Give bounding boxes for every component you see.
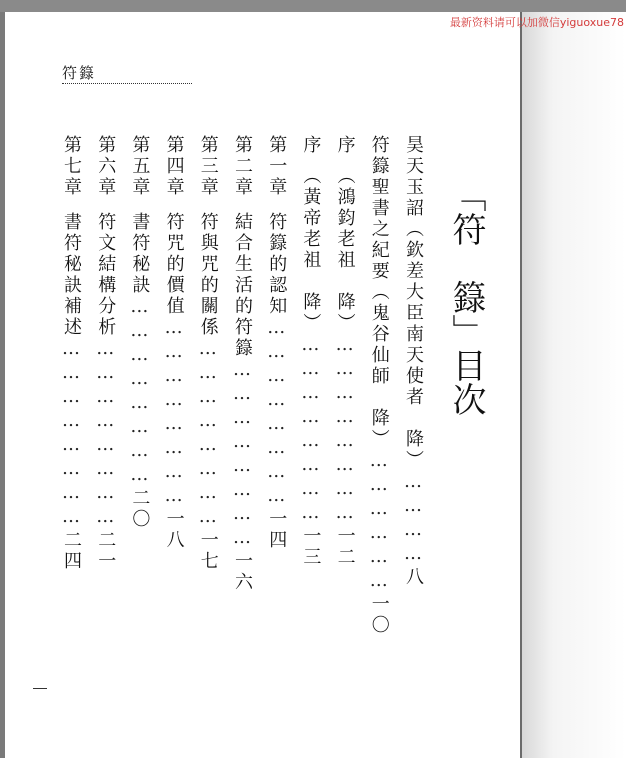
toc-leader-dots: …………………… [231,359,253,551]
toc-entry [370,135,392,683]
toc-entry-title: 書符秘訣補述 [61,212,82,338]
toc-entry [267,135,289,683]
toc-leader-dots: …………………… [334,334,356,526]
toc-leader-dots: ……………… [368,450,390,594]
toc-entry-title: 書符秘訣 [129,212,151,296]
toc-page-number: 一四 [266,509,288,551]
toc-leader-dots: …………………… [265,317,287,509]
toc-entry [404,135,426,683]
toc-chapter-number: 第一章 [266,135,288,198]
toc-chapter-number: 第六章 [95,135,117,198]
toc-entry-title: 符籙的認知 [266,212,288,317]
toc-entry [96,135,118,683]
toc-chapter-number: 第四章 [163,135,185,198]
toc-leader-dots: …………………… [94,338,116,530]
toc-page-number: 二一 [95,530,117,572]
toc-entry [301,135,323,683]
toc-page-number: 一〇 [368,594,390,636]
toc-entry-note: （欽差大臣南天使者 降） [403,219,424,471]
toc-entry [233,135,255,683]
toc-entry-note: （鬼谷仙師 降） [368,282,390,450]
toc-entry [199,135,221,683]
toc-page-number: 二四 [61,530,82,572]
toc-chapter-number: 序 [300,135,322,156]
running-header: 符籙 [62,64,97,82]
toc-leader-dots: …………………… [299,334,321,526]
toc-chapter-number: 第二章 [232,135,253,198]
toc-entry-title: 昊天玉詔 [403,135,424,219]
watermark-text: 最新资料请可以加微信yiguoxue78 [449,16,624,29]
toc-chapter-number: 第七章 [61,135,82,198]
toc-leader-dots: …………………… [163,317,185,509]
page-shadow [522,12,626,758]
toc-entry [165,135,187,683]
toc-entry [130,135,152,683]
toc-page-number: 二〇 [129,488,151,530]
toc-entry-title: 符文結構分析 [95,212,117,338]
header-rule [62,83,192,84]
toc-chapter-number: 序 [334,135,356,156]
toc-entry-title: 符咒的價值 [163,212,185,317]
toc-page-number: 一八 [163,509,185,551]
toc-leader-dots: …………………… [197,338,219,530]
page-title: 「符 籙」目次 [446,178,486,416]
toc-entry-note: （黃帝老祖 降） [300,166,322,334]
toc-entry-title: 符與咒的關係 [197,212,219,338]
toc-page-number: 一二 [334,526,356,568]
top-scan-bar [0,0,626,12]
toc-entry [62,135,84,683]
toc-page-number: 八 [403,567,424,588]
toc-page-number: 一六 [232,551,253,593]
footer-mark [33,688,47,689]
toc-entry-note: （鴻鈞老祖 降） [334,166,356,334]
toc-chapter-number: 第五章 [129,135,151,198]
toc-entry-title: 結合生活的符籙 [232,212,253,359]
toc-leader-dots: …………………… [60,338,82,530]
toc-page-number: 一七 [197,530,219,572]
toc-leader-dots: ………… [402,471,424,567]
toc-chapter-number: 第三章 [197,135,219,198]
toc-entry [336,135,358,683]
toc-page-number: 一三 [300,526,322,568]
toc-leader-dots: …………………… [128,296,150,488]
toc-entry-title: 符籙聖書之紀要 [368,135,390,282]
